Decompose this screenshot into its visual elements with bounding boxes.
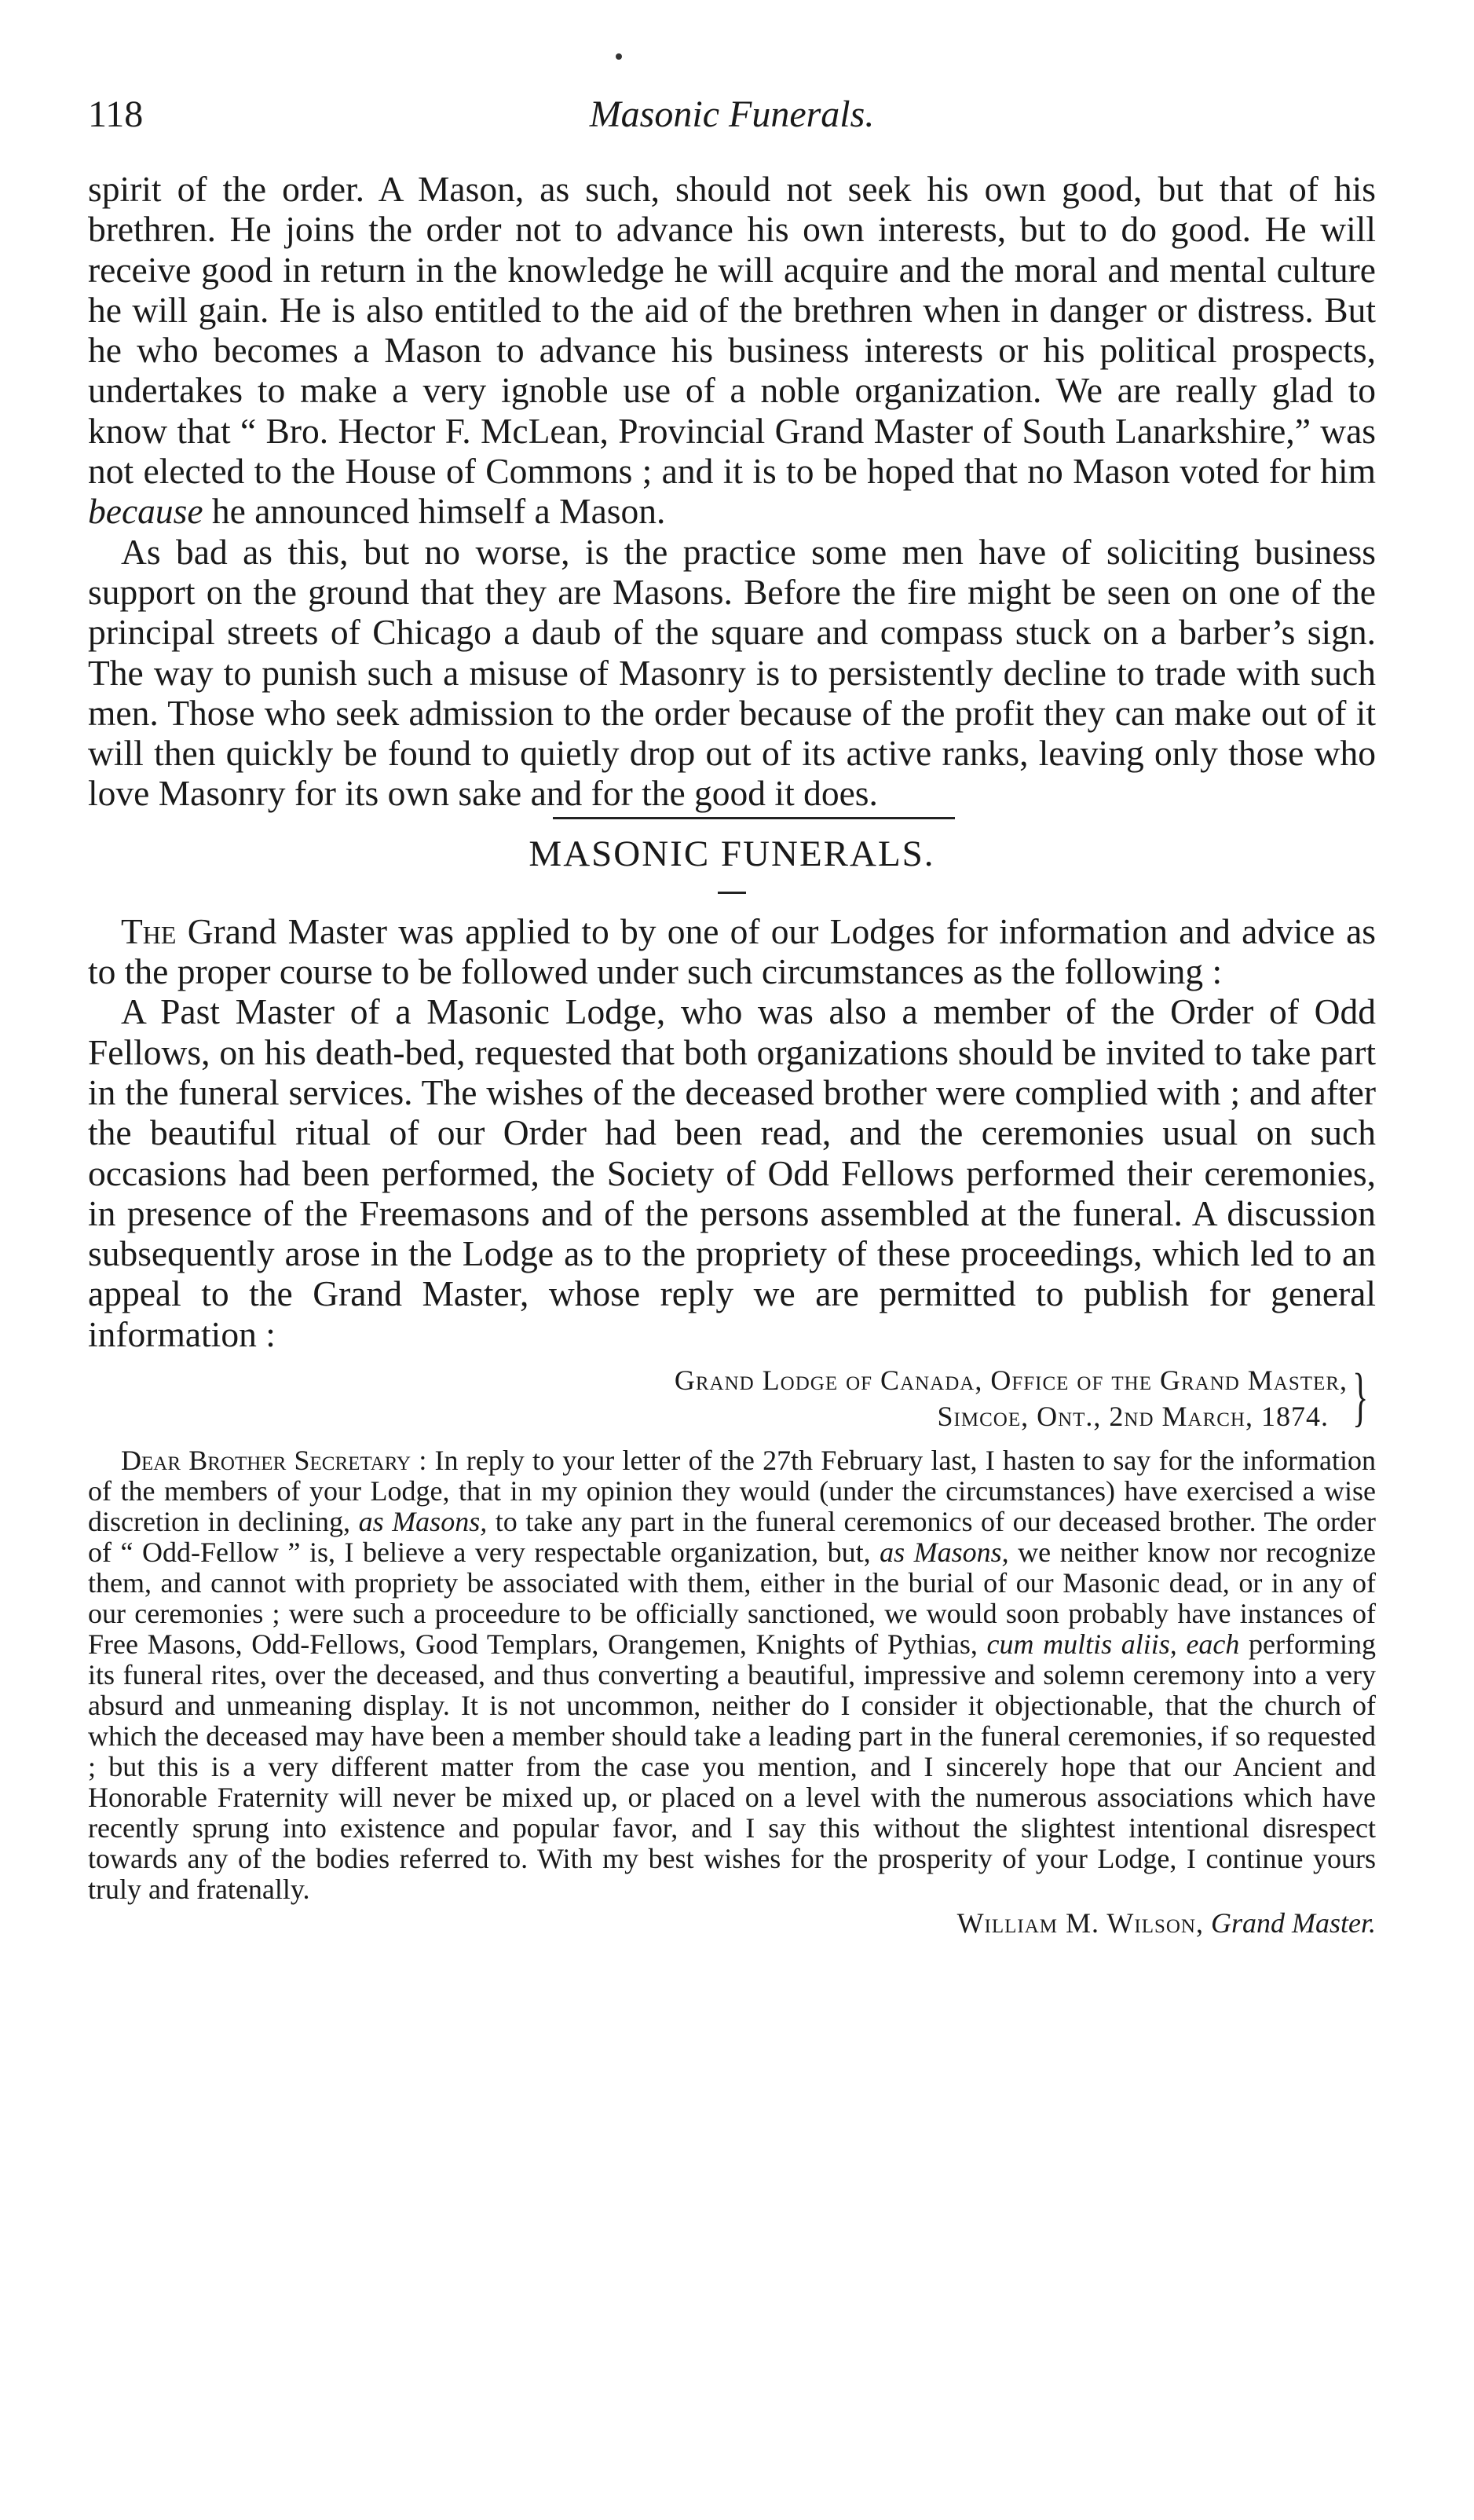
title-dash (718, 892, 746, 894)
paragraph-1-text-a: spirit of the order. A Mason, as such, should not seek his own good, but that of his brethren. He joins the order not to advance his own interests, but to do good. He will receive good in return in the knowledge he will acquire and the moral and mental culture he will gain. He is also entitled to the aid of the brethren when in danger or distress. But he who becomes a Mason to advance his business interests or his political prospects, undertakes to make a very ignoble use of a noble organization. We are really glad to know that “ Bro. Hector F. McLean, Provincial Grand Master of South Lanarkshire,” was not elected to the House of Commons ; and it is to be hoped that no Mason voted for him (88, 169, 1376, 492)
paragraph-4: A Past Master of a Masonic Lodge, who was also a member of the Order of Odd Fellows, on his death-bed, requested that both organizations should be invited to take part in the funeral services. The wishes of the deceased brother were complied with ; and after the beautiful ritual of our Order had been read, and the ceremonies usual on such occasions had been performed, the Society of Odd Fellows performed their ceremonies, in presence of the Freemasons and of the persons assembled at the funeral. A discussion subsequently arose in the Lodge as to the propriety of these proceedings, which led to an appeal to the Grand Master, whose reply we are permitted to publish for general information : (88, 991, 1376, 1354)
letter-heading-line-2: Simcoe, Ont., 2nd March, 1874. (937, 1401, 1329, 1433)
paragraph-1-emphasis: because (88, 491, 203, 532)
page-body (88, 169, 1376, 1939)
paragraph-2: As bad as this, but no worse, is the practice some men have of soliciting business support on the ground that they are Masons. Before the fire might be seen on one of the principal streets of Chicago a daub of the square and compass stuck on a barber’s sign. The way to punish such a misuse of Masonry is to persistently decline to trade with such men. Those who seek admission to the order because of the profit they can make out of it will then quickly be found to quietly drop out of its active ranks, leaving only those who love Masonry for its own sake and for the good it does. (88, 531, 1376, 814)
page-header (88, 93, 1376, 156)
ink-dot (616, 53, 622, 60)
signature-name: William M. Wilson, (956, 1907, 1204, 1939)
letter-heading (88, 1359, 1376, 1441)
brace-glyph: } (1351, 1361, 1368, 1434)
letter-text-3: we neither know nor recognize them, and cannot with propriety be associated with them, either in the burial of our Masonic dead, or in any of our ceremonies ; were such a proceedure to be officially sanctioned, we would soon probably have instances of Free Masons, Odd-Fellows, Good Templars, Orangemen, Knights of Pythias, (88, 1537, 1376, 1661)
letter-text-1: : In reply to your letter of the 27th February last, I hasten to say for the information of the members of your Lodge, that in my opinion they would (under the circumstances) have exercised a wise discretion in declining, (88, 1445, 1376, 1538)
paragraph-1 (88, 169, 1376, 532)
letter-body (88, 1445, 1376, 1905)
letter-text-4: performing its funeral rites, over the deceased, and thus converting a beautiful, impressive and solemn ceremony into a very absurd and unmeaning display. It is not uncommon, neither do I consider it objectionable, that the church of which the deceased may have been a member should take a leading part in the funeral ceremonies, if so requested ; but this is a very different matter from the case you mention, and I sincerely hope that our Ancient and Honorable Fraternity will never be mixed up, or placed on a level with the numerous associations which have recently sprung into existence and popular favor, and I say this without the slightest intentional disrespect towards any of the bodies referred to. With my best wishes for the prosperity of your Lodge, I continue yours truly and fratenally. (88, 1628, 1376, 1906)
salutation: Dear Brother Secretary (121, 1445, 411, 1477)
signature (88, 1906, 1376, 1939)
paragraph-3-text: Grand Master was applied to by one of our Lodges for information and advice as to the proper course to be followed under such circumstances as the following : (88, 910, 1376, 992)
section-title: MASONIC FUNERALS. (529, 833, 935, 874)
signature-title: Grand Master. (1210, 1907, 1376, 1939)
paragraph-1-text-b: he announced himself a Mason. (203, 491, 666, 532)
letter-emphasis-3: cum multis aliis, each (986, 1628, 1240, 1661)
letter-text-2: to take any part in the funeral ceremonics of our deceased brother. The order of “ Odd-Fellow ” is, I believe a very respectable organization, but, (88, 1506, 1376, 1569)
paragraph-3-lead: The (121, 910, 177, 951)
paragraph-3 (88, 911, 1376, 992)
letter-heading-line-1: Grand Lodge of Canada, Office of the Grand Master, (674, 1364, 1348, 1397)
page-number: 118 (88, 93, 144, 135)
letter-emphasis-1: as Masons, (358, 1506, 488, 1538)
running-head: Masonic Funerals. (589, 93, 875, 135)
section-rule (553, 817, 955, 819)
letter-emphasis-2: as Masons, (880, 1537, 1009, 1569)
